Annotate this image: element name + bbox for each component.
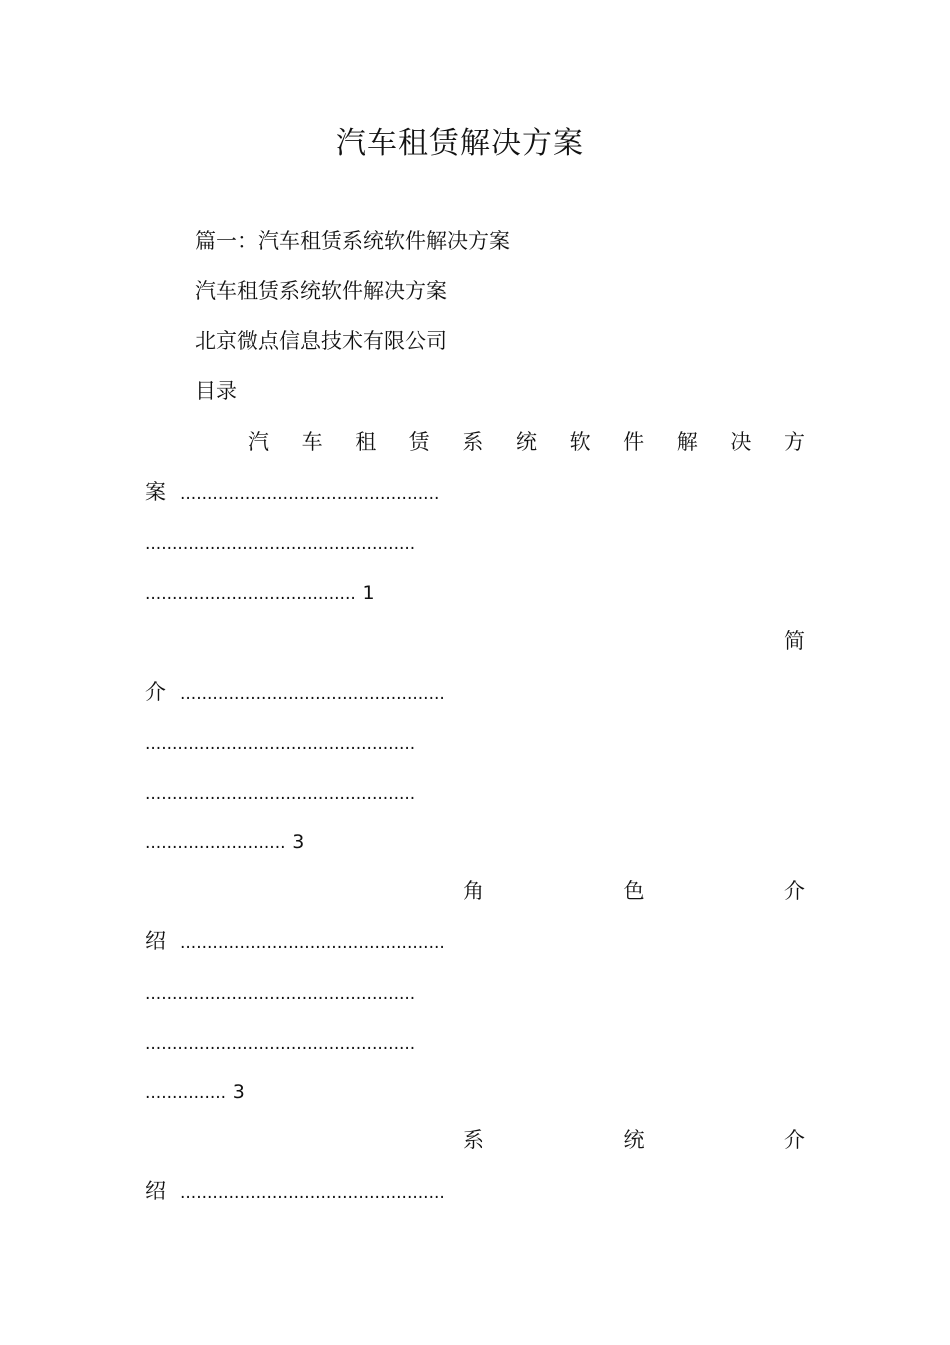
toc-leader-dots: .......................... bbox=[145, 833, 286, 853]
toc-leader-dots: ................................................. bbox=[180, 933, 445, 953]
toc-entry-3-spread-text bbox=[463, 876, 805, 906]
toc-entry-4-spread-text bbox=[463, 1125, 805, 1155]
toc-entry-2-line-5 bbox=[145, 826, 805, 856]
toc-entry-3-line-2 bbox=[145, 926, 805, 956]
toc-entry-1-line-4 bbox=[145, 577, 805, 607]
toc-char: 系 bbox=[462, 430, 484, 454]
toc-entry-4-line-2 bbox=[145, 1176, 805, 1206]
toc-leader-dots: ....................................... bbox=[145, 584, 356, 604]
toc-entry-3-line-4 bbox=[145, 1027, 805, 1057]
toc-char: 色 bbox=[623, 879, 645, 903]
toc-entry-2-line-4 bbox=[145, 777, 805, 807]
toc-leader-dots: ................................................. bbox=[180, 684, 445, 704]
toc-char: 决 bbox=[730, 430, 752, 454]
toc-entry-1-line-3 bbox=[145, 527, 805, 557]
toc-entry-3-heading bbox=[145, 876, 805, 906]
paragraph-company: 北京微点信息技术有限公司 bbox=[195, 329, 447, 353]
toc-char: 介 bbox=[784, 1128, 805, 1152]
toc-entry-2-heading bbox=[145, 626, 805, 656]
paragraph-subtitle: 汽车租赁系统软件解决方案 bbox=[195, 279, 447, 303]
toc-leader-dots: .................................................. bbox=[145, 784, 416, 804]
toc-char: 系 bbox=[463, 1128, 484, 1152]
toc-char: 统 bbox=[623, 1128, 645, 1152]
toc-entry-3-line-5 bbox=[145, 1076, 805, 1106]
toc-page-number: 3 bbox=[232, 1081, 245, 1103]
paragraph-section-heading: 篇一：汽车租赁系统软件解决方案 bbox=[195, 229, 510, 253]
toc-char: 统 bbox=[515, 430, 537, 454]
toc-entry-1-line-2 bbox=[145, 477, 805, 507]
toc-char: 简 bbox=[784, 629, 805, 653]
toc-char: 件 bbox=[623, 430, 645, 454]
toc-char: 方 bbox=[783, 430, 805, 454]
toc-leader-dots: .................................................. bbox=[145, 1034, 416, 1054]
toc-entry-2-spread-text bbox=[784, 626, 805, 656]
toc-entry-2-line-3 bbox=[145, 727, 805, 757]
toc-tail-char: 案 bbox=[145, 480, 166, 504]
toc-char: 汽 bbox=[248, 430, 269, 454]
toc-leader-dots: .................................................. bbox=[145, 534, 416, 554]
toc-char: 解 bbox=[676, 430, 698, 454]
toc-tail-char: 绍 bbox=[145, 1179, 166, 1203]
toc-char: 介 bbox=[784, 879, 805, 903]
toc-char: 角 bbox=[463, 879, 484, 903]
toc-entry-3-line-3 bbox=[145, 977, 805, 1007]
toc-char: 软 bbox=[569, 430, 591, 454]
toc-leader-dots: .................................................. bbox=[145, 734, 416, 754]
toc-tail-char: 介 bbox=[145, 680, 166, 704]
toc-leader-dots: ................................................. bbox=[180, 1183, 445, 1203]
toc-tail-char: 绍 bbox=[145, 929, 166, 953]
document-title: 汽车租赁解决方案 bbox=[336, 126, 584, 161]
toc-entry-1-spread-text bbox=[248, 427, 805, 457]
toc-entry-2-line-2 bbox=[145, 677, 805, 707]
toc-entry-1-heading bbox=[145, 427, 805, 457]
toc-char: 车 bbox=[301, 430, 323, 454]
toc-char: 赁 bbox=[408, 430, 430, 454]
toc-leader-dots: ............... bbox=[145, 1083, 227, 1103]
toc-leader-dots: ................................................ bbox=[180, 484, 440, 504]
toc-leader-dots: .................................................. bbox=[145, 984, 416, 1004]
toc-page-number: 3 bbox=[292, 831, 305, 853]
toc-page-number: 1 bbox=[362, 582, 375, 604]
paragraph-toc-heading: 目录 bbox=[195, 379, 237, 403]
toc-char: 租 bbox=[355, 430, 377, 454]
toc-entry-4-heading bbox=[145, 1125, 805, 1155]
